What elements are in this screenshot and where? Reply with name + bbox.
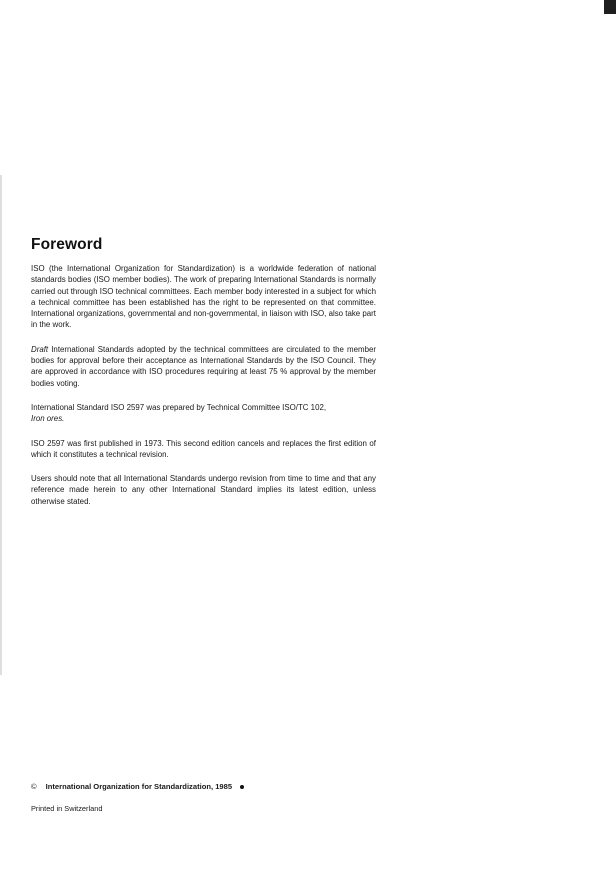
paragraph-text: International Standards adopted by the technical committees are circulated to the member bodies for approval before their acceptance as International Standards by the ISO Council. They are approved in accordance with ISO procedures requiring at least 75 % approval by the member bodies voting.	[31, 344, 376, 388]
paragraph-revision-note	[31, 473, 376, 507]
paragraph-edition-history	[31, 438, 376, 461]
foreword-heading: Foreword	[31, 236, 103, 253]
paragraph-prepared-by	[31, 402, 376, 425]
paragraph-draft-standards	[31, 344, 376, 389]
scan-edge-shadow	[0, 175, 2, 675]
bullet-dot-icon	[240, 785, 244, 789]
copyright-icon: ©	[31, 782, 37, 791]
paragraph-text: Users should note that all International Standards undergo revision from time to time and that any reference made herein to any other International Standard implies its latest edition, unless otherwise stated.	[31, 474, 376, 506]
paragraph-iso-intro	[31, 263, 376, 331]
paragraph-text: ISO (the International Organization for Standardization) is a worldwide federation of national standards bodies (ISO member bodies). The work of preparing International Standards is normally carried out through ISO technical committees. Each member body interested in a subject for which a technical committee has been established has the right to be represented on that committee. International organizations, governmental and non-governmental, in liaison with ISO, also take part in the work.	[31, 264, 376, 330]
corner-registration-mark	[604, 0, 616, 14]
committee-title-italic: Iron ores.	[31, 414, 65, 424]
printed-in-text: Printed in Switzerland	[31, 804, 103, 813]
copyright-text: International Organization for Standardization, 1985	[45, 782, 233, 791]
paragraph-text: International Standard ISO 2597 was prepared by Technical Committee ISO/TC 102,	[31, 402, 327, 412]
paragraph-lead-italic: Draft	[31, 344, 49, 354]
foreword-body	[31, 263, 376, 520]
copyright-line	[31, 782, 244, 791]
paragraph-text: ISO 2597 was first published in 1973. This second edition cancels and replaces the first edition of which it constitutes a technical revision.	[31, 438, 376, 459]
